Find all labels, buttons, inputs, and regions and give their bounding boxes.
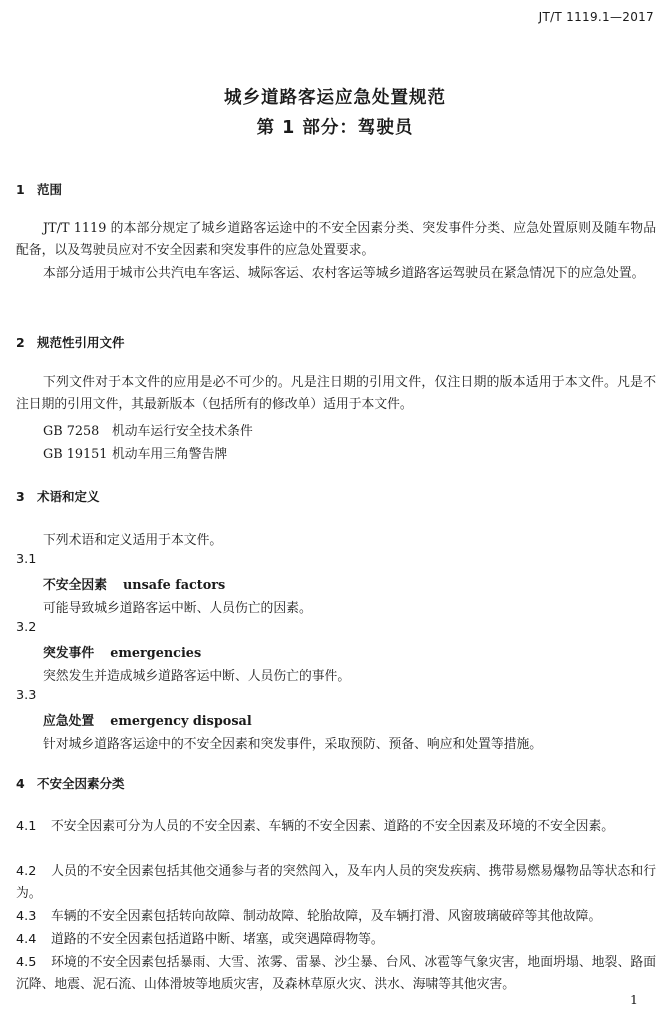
term-zh: 突发事件: [43, 646, 95, 661]
reference-name: 机动车用三角警告牌: [112, 447, 228, 462]
scope-paragraph-2: 本部分适用于城市公共汽电车客运、城际客运、农村客运等城乡道路客运驾驶员在紧急情况下的应急处置。: [43, 266, 645, 281]
section-title: 规范性引用文件: [37, 335, 125, 350]
section-number: 1: [16, 182, 25, 197]
document-title: [0, 86, 670, 140]
section-heading-unsafe-factors: [16, 774, 125, 792]
clause-number: 4.2: [16, 864, 37, 879]
reference-code: GB 7258: [43, 424, 100, 439]
reference-name: 机动车运行安全技术条件: [112, 424, 253, 439]
clause-text: 道路的不安全因素包括道路中断、堵塞，或突遇障碍物等。: [51, 932, 384, 947]
section-heading-scope: [16, 180, 62, 198]
term-heading: [43, 574, 225, 593]
term-number: 3.3: [16, 688, 37, 703]
term-definition: 突然发生并造成城乡道路客运中断、人员伤亡的事件。: [43, 669, 351, 684]
term-definition: 可能导致城乡道路客运中断、人员伤亡的因素。: [43, 601, 312, 616]
section-title: 范围: [37, 182, 63, 197]
reference-item: [43, 443, 227, 462]
clause-text: 环境的不安全因素包括暴雨、大雪、浓雾、雷暴、沙尘暴、台风、冰雹等气象灾害，地面坍塌、地裂、路面沉降、地震、泥石流、山体滑坡等地质灾害，及森林草原火灾、洪水、海啸等其他灾害。: [16, 955, 656, 992]
clause-number: 4.1: [16, 819, 37, 834]
clause-text: 车辆的不安全因素包括转向故障、制动故障、轮胎故障，及车辆打滑、风窗玻璃破碎等其他故障。: [51, 909, 602, 924]
clause-4-5: [16, 952, 656, 996]
clause-4-4: [16, 929, 656, 951]
section-title: 术语和定义: [37, 489, 100, 504]
standard-code: JT/T 1119.1—2017: [538, 10, 654, 24]
term-definition: 针对城乡道路客运途中的不安全因素和突发事件，采取预防、预备、响应和处置等措施。: [43, 737, 543, 752]
section-number: 4: [16, 776, 25, 791]
clause-number: 4.3: [16, 909, 37, 924]
term-zh: 不安全因素: [43, 578, 107, 593]
clause-number: 4.4: [16, 932, 37, 947]
page-number: 1: [630, 992, 638, 1007]
reference-item: [43, 420, 253, 439]
section-title: 不安全因素分类: [37, 776, 125, 791]
section-heading-terms: [16, 487, 100, 505]
term-zh: 应急处置: [43, 714, 95, 729]
scope-paragraph-1: JT/T 1119 的本部分规定了城乡道路客运途中的不安全因素分类、突发事件分类、应急处置原则及随车物品配备，以及驾驶员应对不安全因素和突发事件的应急处置要求。: [16, 221, 656, 258]
term-en: unsafe factors: [122, 578, 226, 593]
term-heading: [43, 642, 201, 661]
term-number: 3.1: [16, 552, 37, 567]
clause-text: 不安全因素可分为人员的不安全因素、车辆的不安全因素、道路的不安全因素及环境的不安全因素。: [51, 819, 615, 834]
clause-text: 人员的不安全因素包括其他交通参与者的突然闯入，及车内人员的突发疾病、携带易燃易爆物品等状态和行为。: [16, 864, 656, 901]
clause-4-2: [16, 861, 656, 905]
terms-intro: 下列术语和定义适用于本文件。: [43, 533, 223, 548]
term-number: 3.2: [16, 620, 37, 635]
reference-code: GB 19151: [43, 447, 108, 462]
term-en: emergencies: [110, 646, 202, 661]
references-paragraph: 下列文件对于本文件的应用是必不可少的。凡是注日期的引用文件，仅注日期的版本适用于本文件。凡是不注日期的引用文件，其最新版本（包括所有的修改单）适用于本文件。: [16, 375, 656, 412]
section-number: 2: [16, 335, 25, 350]
title-part: 第 1 部分：驾驶员: [256, 118, 414, 138]
term-heading: [43, 710, 252, 729]
section-number: 3: [16, 489, 25, 504]
clause-4-1: [16, 816, 656, 838]
section-heading-normative-references: [16, 333, 125, 351]
title-main: 城乡道路客运应急处置规范: [224, 88, 446, 108]
clause-number: 4.5: [16, 955, 37, 970]
term-en: emergency disposal: [110, 714, 252, 729]
clause-4-3: [16, 906, 656, 928]
